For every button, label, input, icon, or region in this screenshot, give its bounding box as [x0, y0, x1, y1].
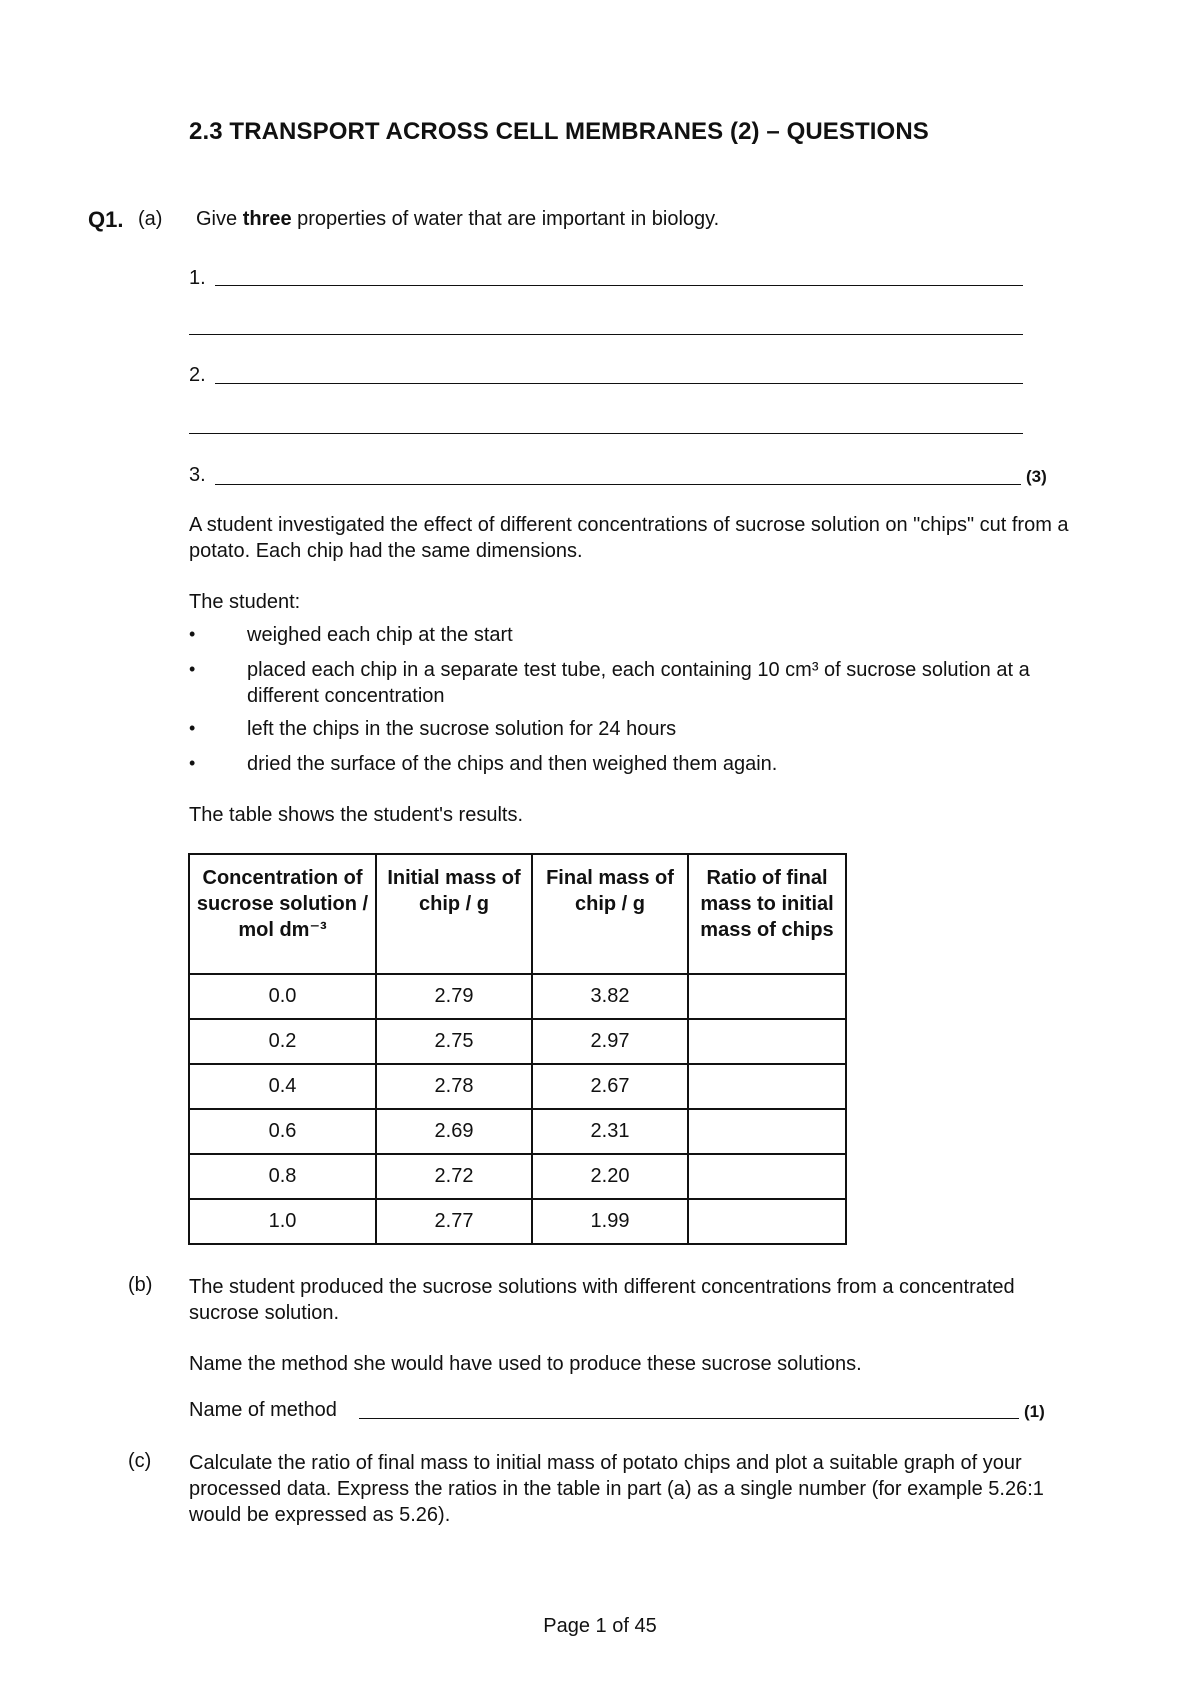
cell-concentration: 0.8 [189, 1154, 376, 1199]
cell-final-mass: 3.82 [532, 974, 688, 1019]
answer-number-2: 2. [189, 364, 206, 386]
cell-final-mass: 2.20 [532, 1154, 688, 1199]
header-final-mass: Final mass of chip / g [532, 854, 688, 974]
cell-concentration: 0.0 [189, 974, 376, 1019]
answer-number-3: 3. [189, 464, 206, 486]
bullet-icon: • [189, 718, 196, 738]
part-b-label: (b) [128, 1274, 153, 1296]
answer-number-1: 1. [189, 267, 206, 289]
answer-line-1b[interactable] [189, 334, 1023, 335]
cell-initial-mass: 2.72 [376, 1154, 532, 1199]
step-4: dried the surface of the chips and then weighed them again. [247, 753, 778, 775]
cell-initial-mass: 2.77 [376, 1199, 532, 1244]
page-footer: Page 1 of 45 [543, 1615, 657, 1637]
part-a-prompt: Give three properties of water that are important in biology. [196, 208, 720, 230]
cell-concentration: 0.6 [189, 1109, 376, 1154]
bullet-icon: • [189, 624, 196, 644]
cell-ratio-input[interactable] [688, 1154, 846, 1199]
answer-line-2b[interactable] [189, 433, 1023, 434]
answer-line-3[interactable] [215, 484, 1021, 485]
header-ratio: Ratio of final mass to initial mass of chips [688, 854, 846, 974]
cell-concentration: 0.4 [189, 1064, 376, 1109]
table-row [189, 1064, 846, 1109]
table-header-row [189, 854, 846, 974]
step-3: left the chips in the sucrose solution for 24 hours [247, 718, 677, 740]
cell-initial-mass: 2.78 [376, 1064, 532, 1109]
method-label: Name of method [189, 1399, 337, 1421]
cell-final-mass: 2.31 [532, 1109, 688, 1154]
cell-final-mass: 2.97 [532, 1019, 688, 1064]
table-row [189, 1154, 846, 1199]
cell-ratio-input[interactable] [688, 1199, 846, 1244]
intro-paragraph: A student investigated the effect of different concentrations of sucrose solution on "chips" cut from a potato. Each chip had the same dimensions. [189, 514, 1069, 562]
table-row [189, 1109, 846, 1154]
cell-concentration: 1.0 [189, 1199, 376, 1244]
cell-concentration: 0.2 [189, 1019, 376, 1064]
part-c-text: Calculate the ratio of final mass to initial mass of potato chips and plot a suitable graph of your processed data. Express the ratios in the table in part (a) as a single number (for example 5.26:1 would be expressed as 5.26). [189, 1452, 1044, 1526]
step-1: weighed each chip at the start [247, 624, 513, 646]
question-number: Q1. [88, 207, 124, 232]
part-b-text: The student produced the sucrose solutions with different concentrations from a concentrated sucrose solution. [189, 1276, 1015, 1324]
cell-final-mass: 1.99 [532, 1199, 688, 1244]
table-row [189, 1199, 846, 1244]
header-concentration: Concentration of sucrose solution / mol dm⁻³ [189, 854, 376, 974]
part-a-marks: (3) [1026, 467, 1047, 486]
part-a-label: (a) [138, 208, 163, 230]
answer-line-2[interactable] [215, 383, 1023, 384]
cell-final-mass: 2.67 [532, 1064, 688, 1109]
cell-initial-mass: 2.69 [376, 1109, 532, 1154]
page-title: 2.3 TRANSPORT ACROSS CELL MEMBRANES (2) – QUESTIONS [189, 118, 929, 145]
student-heading: The student: [189, 591, 301, 613]
cell-initial-mass: 2.79 [376, 974, 532, 1019]
results-table [188, 853, 847, 1245]
part-b-marks: (1) [1024, 1402, 1045, 1421]
cell-initial-mass: 2.75 [376, 1019, 532, 1064]
cell-ratio-input[interactable] [688, 974, 846, 1019]
cell-ratio-input[interactable] [688, 1019, 846, 1064]
cell-ratio-input[interactable] [688, 1064, 846, 1109]
table-intro: The table shows the student's results. [189, 804, 523, 826]
step-2: placed each chip in a separate test tube, each containing 10 cm³ of sucrose solution at a different concentration [247, 659, 1030, 707]
table-row [189, 974, 846, 1019]
bullet-icon: • [189, 659, 196, 679]
part-c-label: (c) [128, 1450, 152, 1472]
method-answer-line[interactable] [359, 1418, 1019, 1419]
bullet-icon: • [189, 753, 196, 773]
part-b-instruction: Name the method she would have used to produce these sucrose solutions. [189, 1353, 862, 1375]
table-row [189, 1019, 846, 1064]
cell-ratio-input[interactable] [688, 1109, 846, 1154]
answer-line-1[interactable] [215, 285, 1023, 286]
header-initial-mass: Initial mass of chip / g [376, 854, 532, 974]
